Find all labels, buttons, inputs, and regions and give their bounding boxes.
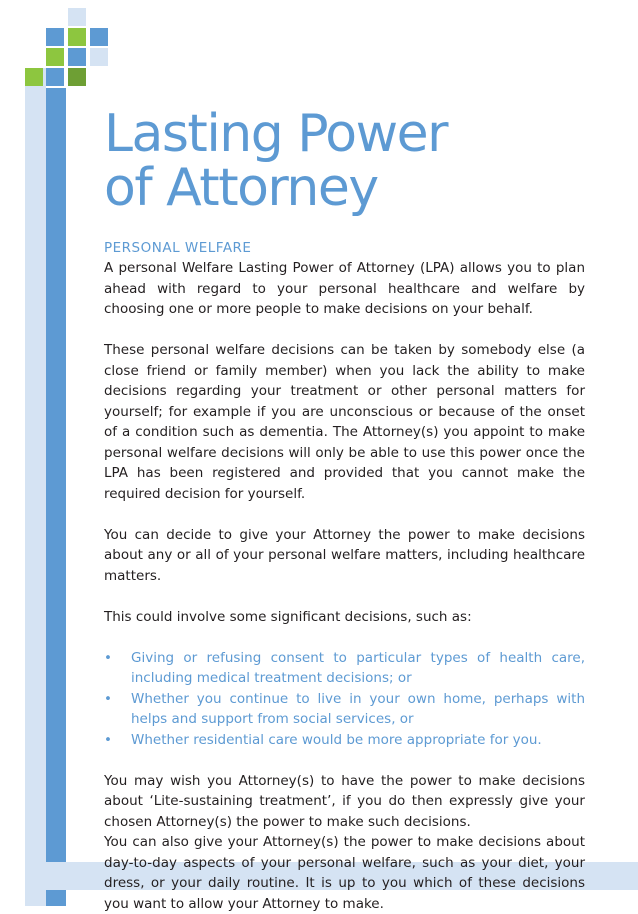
list-item-text: Whether you continue to live in your own home, perhaps with helps and support from social services, or: [131, 690, 585, 727]
decision-list: [104, 648, 585, 751]
paragraph: You can decide to give your Attorney the power to make decisions about any or all of your personal welfare matters, including healthcare matters.: [104, 526, 585, 584]
list-item: [104, 689, 585, 730]
logo-tile: [68, 48, 86, 66]
paragraph: You can also give your Attorney(s) the power to make decisions about day-to-day aspects of your personal welfare, such as your diet, your dress, or your daily routine. It is up to you which of these decisions you want to allow your Attorney to make.: [104, 834, 585, 912]
title-line-2: of Attorney: [104, 158, 378, 218]
logo-tile: [90, 28, 108, 46]
left-pale-bar: [25, 68, 46, 906]
page-title: [104, 104, 447, 218]
list-item-text: Whether residential care would be more appropriate for you.: [131, 731, 542, 748]
bullet-icon: •: [104, 690, 112, 707]
logo-tile: [46, 28, 64, 46]
logo-tile: [25, 68, 43, 86]
list-item: [104, 648, 585, 689]
logo-tile: [68, 68, 86, 86]
logo-tile: [46, 48, 64, 66]
bullet-icon: •: [104, 731, 112, 748]
paragraph: This could involve some significant decisions, such as:: [104, 608, 472, 625]
title-line-1: Lasting Power: [104, 104, 447, 164]
paragraph: You may wish you Attorney(s) to have the power to make decisions about ‘Lite-sustaining treatment’, if you do then expressly give your chosen Attorney(s) the power to make such decisions.: [104, 772, 585, 830]
logo-tile: [68, 28, 86, 46]
logo-tile: [90, 48, 108, 66]
bullet-icon: •: [104, 649, 112, 666]
logo-tile: [68, 8, 86, 26]
body-text: [104, 258, 585, 914]
paragraph: These personal welfare decisions can be taken by somebody else (a close friend or family member) when you lack the ability to make decisions regarding your treatment or other personal matters for yourself; for example if you are unconscious or because of the onset of a condition such as dementia. The Attorney(s) you appoint to make personal welfare decisions will only be able to use this power once the LPA has been registered and provided that you cannot make the required decision for yourself.: [104, 342, 585, 502]
left-blue-bar: [46, 88, 66, 906]
list-item: [104, 730, 585, 751]
section-label: PERSONAL WELFARE: [104, 240, 252, 256]
intro-paragraph: A personal Welfare Lasting Power of Attorney (LPA) allows you to plan ahead with regard to your personal healthcare and welfare by choosing one or more people to make decisions on your behalf.: [104, 260, 585, 317]
list-item-text: Giving or refusing consent to particular types of health care, including medical treatment decisions; or: [131, 649, 585, 686]
logo-tile: [46, 68, 64, 86]
